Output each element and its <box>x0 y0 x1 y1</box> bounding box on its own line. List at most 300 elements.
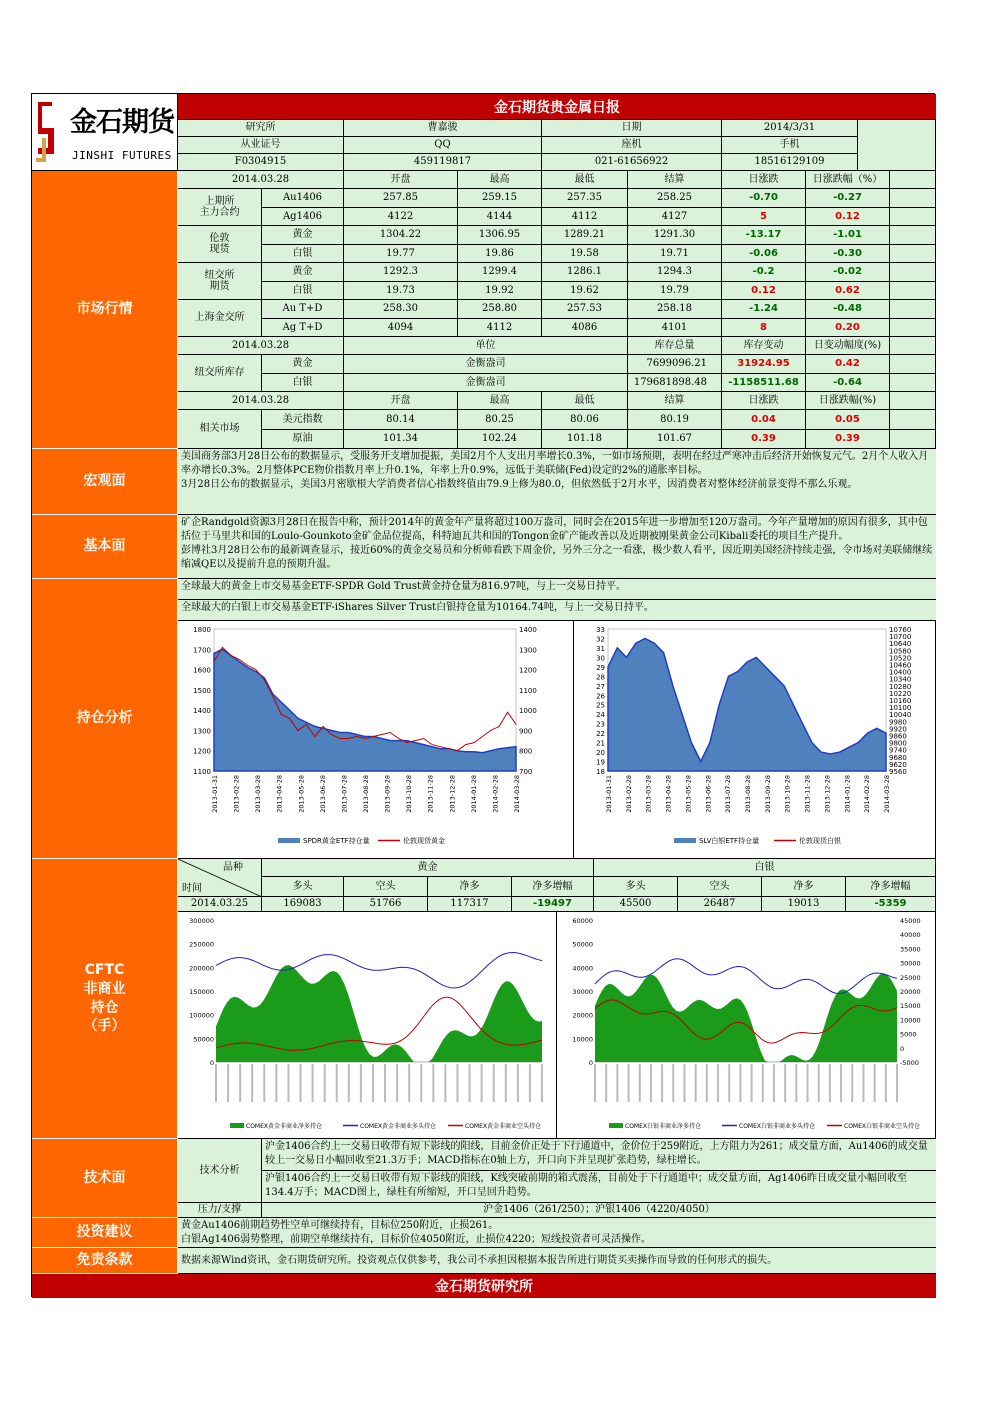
market-low-cell: 1286.1 <box>542 263 628 282</box>
blank <box>890 245 936 264</box>
inventory-unit: 金衡盎司 <box>344 374 628 393</box>
fundamental-text <box>178 515 936 579</box>
legend-label-net: COMEX白银非商业净多持仓 <box>625 1123 701 1130</box>
right-tick-label: 10640 <box>889 640 912 649</box>
right-tick-label: 10700 <box>889 633 912 642</box>
right-tick-label: 10280 <box>889 682 912 691</box>
sr-value: 沪金1406（261/250）；沪银1406（4220/4050） <box>262 1203 936 1218</box>
market-low-cell: 4086 <box>542 319 628 338</box>
related-chg-cell: 0.04 <box>722 410 806 430</box>
x-tick-label: 2014-02-28 <box>491 775 500 813</box>
right-tick-label: 25000 <box>900 973 921 982</box>
report <box>31 93 935 1297</box>
contact-cell: 日期 <box>542 120 722 137</box>
blank <box>890 300 936 319</box>
left-tick-label: 27 <box>596 682 605 691</box>
cftc-date: 2014.03.25 <box>178 897 262 912</box>
market-head-cell: 最低 <box>542 171 628 189</box>
y-tick-label: 200000 <box>189 964 214 973</box>
cftc-value: 26487 <box>678 897 762 912</box>
right-tick-label: 9680 <box>889 753 907 762</box>
macro-text <box>178 449 936 515</box>
left-tick-label: 25 <box>596 701 605 710</box>
x-tick-label: 2013-02-28 <box>232 775 241 813</box>
cftc-value: -19497 <box>512 897 594 912</box>
right-tick-label: 800 <box>519 747 533 756</box>
blank <box>890 430 936 450</box>
right-tick-label: 15000 <box>900 1002 921 1011</box>
right-tick-label: 9740 <box>889 746 907 755</box>
market-open-cell: 19.77 <box>344 245 458 264</box>
market-settle-cell: 1291.30 <box>628 226 722 245</box>
left-tick-label: 33 <box>596 626 605 634</box>
cftc-corner-top: 品种 <box>223 862 243 873</box>
legend-swatch-net <box>609 1123 623 1128</box>
right-tick-label: 1400 <box>519 626 537 634</box>
logo <box>32 94 178 171</box>
legend-label-long: COMEX白银非商业多头持仓 <box>739 1123 815 1130</box>
right-tick-label: 9560 <box>889 768 907 776</box>
right-tick-label: 35000 <box>900 945 921 954</box>
market-open-cell: 4094 <box>344 319 458 338</box>
blank <box>890 410 936 430</box>
x-tick-label: 2013-05-28 <box>684 775 693 813</box>
right-tick-label: 20000 <box>900 988 921 996</box>
blank <box>890 392 936 410</box>
x-tick-label: 2013-07-28 <box>724 775 733 813</box>
left-tick-label: 32 <box>596 635 605 644</box>
left-tick-label: 1500 <box>193 686 211 695</box>
inventory-item: 白银 <box>262 374 344 393</box>
legend-label-long: COMEX黄金非商业多头持仓 <box>360 1123 436 1130</box>
y-tick-label: 50000 <box>193 1035 214 1044</box>
right-tick-label: 10760 <box>889 626 912 634</box>
contact-cell: 18516129109 <box>722 154 858 171</box>
y-tick-label: 150000 <box>189 988 214 996</box>
left-tick-label: 1600 <box>193 666 211 675</box>
position-line-1: 全球最大的黄金上市交易基金ETF-SPDR Gold Trust黄金持仓量为816.97吨，与上一交易日持平。 <box>178 579 936 600</box>
market-settle-cell: 4127 <box>628 208 722 227</box>
left-tick-label: 23 <box>596 720 605 729</box>
related-high-cell: 102.24 <box>458 430 542 450</box>
long-position-line <box>216 953 542 989</box>
left-tick-label: 19 <box>596 758 605 767</box>
fundamental-section-label: 基本面 <box>32 515 177 579</box>
left-tick-label: 1300 <box>193 727 211 736</box>
technical-sub-label: 技术分析 <box>178 1139 262 1203</box>
market-open-cell: 258.30 <box>344 300 458 319</box>
silver-etf-svg <box>574 621 936 859</box>
cftc-corner-bottom: 时间 <box>182 882 202 894</box>
position-section-label: 持仓分析 <box>32 579 177 859</box>
x-tick-label: 2013-12-28 <box>448 775 457 813</box>
right-tick-label: 10160 <box>889 697 912 705</box>
advice-section-label: 投资建议 <box>32 1218 177 1248</box>
left-tick-label: 29 <box>596 663 605 672</box>
y-tick-label: 30000 <box>572 988 593 996</box>
right-tick-label: 30000 <box>900 959 921 968</box>
blank <box>890 208 936 227</box>
market-pct-cell: 0.12 <box>806 208 890 227</box>
market-open-cell: 1292.3 <box>344 263 458 282</box>
x-tick-label: 2013-12-28 <box>823 775 832 813</box>
market-chg-cell: 0.12 <box>722 282 806 301</box>
cftc-col-head: 净多增幅 <box>512 877 594 897</box>
market-high-cell: 259.15 <box>458 189 542 208</box>
market-settle-cell: 19.71 <box>628 245 722 264</box>
related-open-cell: 101.34 <box>344 430 458 450</box>
related-head-cell: 开盘 <box>344 392 458 410</box>
right-tick-label: 9980 <box>889 718 907 727</box>
blank <box>890 374 936 393</box>
contact-cell: 459119817 <box>344 154 542 171</box>
right-tick-label: 10000 <box>900 1016 921 1025</box>
market-item-cell: 白银 <box>262 282 344 301</box>
fundamental-line-1: 矿企Randgold资源3月28日在报告中称，预计2014年的黄金年产量将超过100万盎司，同时会在2015年进一步增加至120万盎司。今年产量增加的原因有很多，其中包括位于马里共和国的Loulo-Gounkoto金矿金品位提高，科特迪瓦共和国的Tongon金矿产能改善以及近期被刚果黄金公司Kibali委托的项目生产提升。 <box>181 517 928 542</box>
cftc-silver-label: 白银 <box>594 859 936 877</box>
right-tick-label: 9800 <box>889 739 907 748</box>
cftc-value: -5359 <box>846 897 936 912</box>
contact-blank <box>858 120 936 171</box>
inventory-item: 黄金 <box>262 355 344 374</box>
right-tick-label: 10100 <box>889 704 912 713</box>
x-tick-label: 2014-03-28 <box>883 775 891 813</box>
right-tick-label: -5000 <box>900 1059 919 1067</box>
advice-line-2: 白银Ag1406弱势整理，前期空单继续持有，目标价位4050附近，止损位4220；短线投资者可灵活操作。 <box>181 1234 651 1245</box>
legend-label-short: COMEX白银非商业空头持仓 <box>844 1123 920 1130</box>
blank <box>890 263 936 282</box>
cftc-gold-label: 黄金 <box>262 859 594 877</box>
cftc-section-label: CFTC 非商业 持仓 （手） <box>32 859 177 1139</box>
silver-etf-chart <box>574 621 936 859</box>
y-tick-label: 0 <box>209 1059 214 1067</box>
x-tick-label: 2013-10-28 <box>783 775 792 813</box>
related-item-cell: 美元指数 <box>262 410 344 430</box>
y-tick-label: 100000 <box>189 1011 214 1020</box>
market-high-cell: 4144 <box>458 208 542 227</box>
cftc-col-head: 空头 <box>678 877 762 897</box>
legend-label-net: COMEX黄金非商业净多持仓 <box>246 1123 322 1130</box>
market-open-cell: 257.85 <box>344 189 458 208</box>
market-settle-cell: 4101 <box>628 319 722 338</box>
market-pct-cell: -0.27 <box>806 189 890 208</box>
contact-cell: 从业证号 <box>178 137 344 154</box>
market-item-cell: Ag1406 <box>262 208 344 227</box>
contact-cell: F0304915 <box>178 154 344 171</box>
market-chg-cell: 5 <box>722 208 806 227</box>
market-pct-cell: -0.30 <box>806 245 890 264</box>
market-pct-cell: -0.02 <box>806 263 890 282</box>
y-tick-label: 10000 <box>572 1035 593 1044</box>
disclaimer-text: 数据来源Wind资讯，金石期货研究所。投资观点仅供参考，我公司不承担因根据本报告所进行期货买卖操作而导致的任何形式的损失。 <box>178 1248 936 1274</box>
market-high-cell: 1306.95 <box>458 226 542 245</box>
market-date: 2014.03.28 <box>178 171 344 189</box>
left-tick-label: 21 <box>596 739 605 748</box>
left-tick-label: 26 <box>596 692 605 701</box>
market-open-cell: 19.73 <box>344 282 458 301</box>
right-tick-label: 1100 <box>519 686 537 695</box>
market-head-cell: 结算 <box>628 171 722 189</box>
related-head-cell: 日涨跌幅(%) <box>806 392 890 410</box>
market-group-label: 伦敦 现货 <box>178 226 262 263</box>
cftc-col-head: 多头 <box>594 877 678 897</box>
macro-line-2: 3月28日公布的数据显示，美国3月密歇根大学消费者信心指数终值由79.9上修为80.0，但依然低于2月水平，因消费者对整体经济前景变得不那么乐观。 <box>181 479 858 490</box>
right-tick-label: 40000 <box>900 931 921 940</box>
cftc-value: 51766 <box>344 897 428 912</box>
x-tick-label: 2013-01-31 <box>605 775 613 813</box>
x-tick-label: 2013-03-28 <box>254 775 263 813</box>
cftc-col-head: 净多 <box>762 877 846 897</box>
market-pct-cell: -0.48 <box>806 300 890 319</box>
x-tick-label: 2013-05-28 <box>297 775 306 813</box>
inventory-pct: 0.42 <box>806 355 890 374</box>
market-high-cell: 19.92 <box>458 282 542 301</box>
market-settle-cell: 258.18 <box>628 300 722 319</box>
market-open-cell: 1304.22 <box>344 226 458 245</box>
right-tick-label: 1300 <box>519 646 537 655</box>
y-tick-label: 250000 <box>189 940 214 949</box>
market-chg-cell: 8 <box>722 319 806 338</box>
market-chg-cell: -0.70 <box>722 189 806 208</box>
x-tick-label: 2014-03-28 <box>513 775 521 813</box>
x-tick-label: 2013-03-28 <box>644 775 653 813</box>
market-low-cell: 257.53 <box>542 300 628 319</box>
market-head-cell: 日涨跌幅（%） <box>806 171 890 189</box>
left-tick-label: 31 <box>596 644 605 653</box>
x-tick-label: 2013-04-28 <box>275 775 284 813</box>
contact-cell: 手机 <box>722 137 858 154</box>
x-tick-label: 2013-04-28 <box>664 775 673 813</box>
x-tick-label: 2013-11-28 <box>803 775 812 813</box>
blank <box>890 355 936 374</box>
right-tick-label: 700 <box>519 768 533 776</box>
x-tick-label: 2013-09-28 <box>383 775 392 813</box>
x-tick-label: 2014-01-28 <box>469 775 478 813</box>
blank <box>890 189 936 208</box>
right-tick-label: 9920 <box>889 725 907 734</box>
contact-cell: 曹嘉骏 <box>344 120 542 137</box>
legend-label-area: SPDR黄金ETF持仓量 <box>303 837 370 845</box>
position-line-2: 全球最大的白银上市交易基金ETF-iShares Silver Trust白银持仓量为10164.74吨，与上一交易日持平。 <box>178 600 936 621</box>
inventory-unit: 金衡盎司 <box>344 355 628 374</box>
x-tick-label: 2013-02-28 <box>624 775 633 813</box>
cftc-col-head: 净多增幅 <box>846 877 936 897</box>
related-head-cell: 结算 <box>628 392 722 410</box>
silver-cftc-svg <box>557 912 936 1139</box>
market-group-label: 上期所 主力合约 <box>178 189 262 226</box>
left-tick-label: 1700 <box>193 646 211 655</box>
market-high-cell: 19.86 <box>458 245 542 264</box>
right-tick-label: 900 <box>519 727 533 736</box>
fundamental-line-2: 彭博社3月28日公布的最新调查显示，接近60%的黄金交易员和分析师看跌下周金价，另外三分之一看涨，极少数人看平，因近期美国经济持续走强，令市场对美联储继续缩减QE以及提前升息的预期升温。 <box>181 545 933 570</box>
market-low-cell: 1289.21 <box>542 226 628 245</box>
right-tick-label: 45000 <box>900 917 921 925</box>
related-date: 2014.03.28 <box>178 392 344 410</box>
blank <box>890 282 936 301</box>
left-tick-label: 18 <box>596 768 605 776</box>
blank <box>890 226 936 245</box>
market-pct-cell: 0.62 <box>806 282 890 301</box>
market-high-cell: 1299.4 <box>458 263 542 282</box>
contact-cell: 座机 <box>542 137 722 154</box>
legend-label-line: 伦敦现货白银 <box>799 837 841 845</box>
related-pct-cell: 0.05 <box>806 410 890 430</box>
related-pct-cell: 0.39 <box>806 430 890 450</box>
market-open-cell: 4122 <box>344 208 458 227</box>
report-title: 金石期货贵金属日报 <box>178 94 936 120</box>
right-tick-label: 10520 <box>889 654 912 663</box>
related-settle-cell: 101.67 <box>628 430 722 450</box>
disclaimer-section-label: 免责条款 <box>32 1248 177 1274</box>
right-tick-label: 1200 <box>519 666 537 675</box>
cftc-corner <box>178 859 262 897</box>
market-item-cell: 黄金 <box>262 263 344 282</box>
inventory-total: 7699096.21 <box>628 355 722 374</box>
net-long-area <box>216 965 542 1062</box>
cftc-value: 45500 <box>594 897 678 912</box>
legend-label-area: SLV白银ETF持仓量 <box>699 837 760 845</box>
market-item-cell: Ag T+D <box>262 319 344 338</box>
x-tick-label: 2013-11-28 <box>426 775 435 813</box>
market-head-cell: 开盘 <box>344 171 458 189</box>
market-item-cell: Au T+D <box>262 300 344 319</box>
cftc-value: 117317 <box>428 897 512 912</box>
market-item-cell: 白银 <box>262 245 344 264</box>
market-high-cell: 258.80 <box>458 300 542 319</box>
x-tick-label: 2013-06-28 <box>318 775 327 813</box>
y-tick-label: 0 <box>588 1059 593 1067</box>
market-low-cell: 19.58 <box>542 245 628 264</box>
market-group-label: 纽交所 期货 <box>178 263 262 300</box>
cftc-col-head: 空头 <box>344 877 428 897</box>
related-chg-cell: 0.39 <box>722 430 806 450</box>
left-tick-label: 1800 <box>193 626 211 634</box>
market-settle-cell: 19.79 <box>628 282 722 301</box>
right-tick-label: 10400 <box>889 668 912 677</box>
related-low-cell: 101.18 <box>542 430 628 450</box>
x-tick-label: 2013-10-28 <box>405 775 414 813</box>
right-tick-label: 10040 <box>889 711 912 720</box>
legend-swatch-net <box>230 1123 244 1128</box>
gold-cftc-chart <box>178 912 557 1139</box>
cftc-value: 169083 <box>262 897 344 912</box>
x-tick-label: 2013-06-28 <box>704 775 713 813</box>
left-tick-label: 22 <box>596 730 605 739</box>
x-tick-label: 2013-07-28 <box>340 775 349 813</box>
x-tick-label: 2013-09-28 <box>763 775 772 813</box>
macro-line-1: 美国商务部3月28日公布的数据显示，受服务开支增加提振，美国2月个人支出月率增长0.3%，一如市场预期，表明在经过严寒冲击后经济开始恢复元气。2月个人收入月率亦增长0.3%。2月整体PCE物价指数月率上升0.1%，年率上升0.9%，远低于美联储(Fed)设定的2%的通胀率目标。 <box>181 451 929 476</box>
market-low-cell: 4112 <box>542 208 628 227</box>
related-head-cell: 最高 <box>458 392 542 410</box>
right-tick-label: 10340 <box>889 675 912 684</box>
related-group-label: 相关市场 <box>178 410 262 449</box>
market-low-cell: 257.35 <box>542 189 628 208</box>
inventory-total: 179681898.48 <box>628 374 722 393</box>
legend-label-line: 伦敦现货黄金 <box>403 837 445 845</box>
technical-section-label: 技术面 <box>32 1139 177 1218</box>
left-tick-label: 28 <box>596 673 605 682</box>
blank <box>890 337 936 355</box>
advice-line-1: 黄金Au1406前期趋势性空单可继续持有，目标位250附近，止损261。 <box>181 1220 499 1231</box>
sr-label: 压力/支撑 <box>178 1203 262 1218</box>
right-tick-label: 0 <box>900 1044 905 1053</box>
market-section-label: 市场行情 <box>32 171 177 449</box>
related-head-cell: 日涨跌 <box>722 392 806 410</box>
market-chg-cell: -1.24 <box>722 300 806 319</box>
market-head-cell: 日涨跌 <box>722 171 806 189</box>
technical-silver-text: 沪银1406合约上一交易日收带有短下影线的阳线，K线突破前期的箱式震荡，目前处于下行通道中；成交量方面，Ag1406昨日成交量小幅回收至134.4万手；MACD图上，绿柱有所缩短，开口呈回升趋势。 <box>262 1171 936 1203</box>
right-tick-label: 10460 <box>889 661 912 670</box>
inventory-head: 库存总量 <box>628 337 722 355</box>
left-tick-label: 1100 <box>193 768 211 776</box>
technical-gold-text: 沪金1406合约上一交易日收带有短下影线的阳线，目前金价正处于下行通道中，金价位于259附近，上方阻力为261；成交量方面，Au1406的成交量较上一交易日小幅回收至21.3万手；MACD指标在0轴上方，开口向下并呈现扩张趋势，绿柱增长。 <box>262 1139 936 1171</box>
y-tick-label: 300000 <box>189 917 214 925</box>
market-low-cell: 19.62 <box>542 282 628 301</box>
legend-swatch-area <box>278 838 300 843</box>
related-open-cell: 80.14 <box>344 410 458 430</box>
macro-section-label: 宏观面 <box>32 449 177 515</box>
related-head-cell: 最低 <box>542 392 628 410</box>
inventory-change: 31924.95 <box>722 355 806 374</box>
y-tick-label: 20000 <box>572 1011 593 1020</box>
right-tick-label: 10220 <box>889 689 912 698</box>
market-settle-cell: 1294.3 <box>628 263 722 282</box>
cftc-col-head: 多头 <box>262 877 344 897</box>
right-tick-label: 10580 <box>889 647 912 656</box>
inventory-group-label: 纽交所库存 <box>178 355 262 392</box>
right-tick-label: 9620 <box>889 760 907 769</box>
contact-cell: 研究所 <box>178 120 344 137</box>
related-item-cell: 原油 <box>262 430 344 450</box>
market-pct-cell: 0.20 <box>806 319 890 338</box>
market-chg-cell: -13.17 <box>722 226 806 245</box>
inventory-unit-head: 单位 <box>344 337 628 355</box>
x-tick-label: 2013-01-31 <box>211 775 219 813</box>
inventory-head: 库存变动 <box>722 337 806 355</box>
related-settle-cell: 80.19 <box>628 410 722 430</box>
right-tick-label: 1000 <box>519 707 537 716</box>
related-high-cell: 80.25 <box>458 410 542 430</box>
legend-swatch-area <box>674 838 696 843</box>
left-tick-label: 20 <box>596 749 605 758</box>
market-item-cell: 黄金 <box>262 226 344 245</box>
related-low-cell: 80.06 <box>542 410 628 430</box>
y-tick-label: 50000 <box>572 940 593 949</box>
logo-en: JINSHI FUTURES <box>72 149 172 162</box>
market-item-cell: Au1406 <box>262 189 344 208</box>
market-chg-cell: -0.2 <box>722 263 806 282</box>
market-pct-cell: -1.01 <box>806 226 890 245</box>
contact-cell: 2014/3/31 <box>722 120 858 137</box>
market-head-cell: 最高 <box>458 171 542 189</box>
gold-etf-svg <box>178 621 574 859</box>
inventory-change: -1158511.68 <box>722 374 806 393</box>
left-tick-label: 30 <box>596 654 605 663</box>
x-tick-label: 2014-01-28 <box>843 775 852 813</box>
right-tick-label: 9860 <box>889 732 907 741</box>
blank <box>890 171 936 189</box>
x-tick-label: 2013-08-28 <box>362 775 370 813</box>
net-long-area <box>595 973 897 1062</box>
logo-cn: 金石期货 <box>70 107 174 138</box>
cftc-value: 19013 <box>762 897 846 912</box>
inventory-head: 日变动幅度(%) <box>806 337 890 355</box>
advice-text <box>178 1218 936 1248</box>
market-high-cell: 4112 <box>458 319 542 338</box>
footer: 金石期货研究所 <box>32 1274 936 1298</box>
legend-label-short: COMEX黄金非商业空头持仓 <box>465 1123 541 1130</box>
left-tick-label: 1200 <box>193 747 211 756</box>
